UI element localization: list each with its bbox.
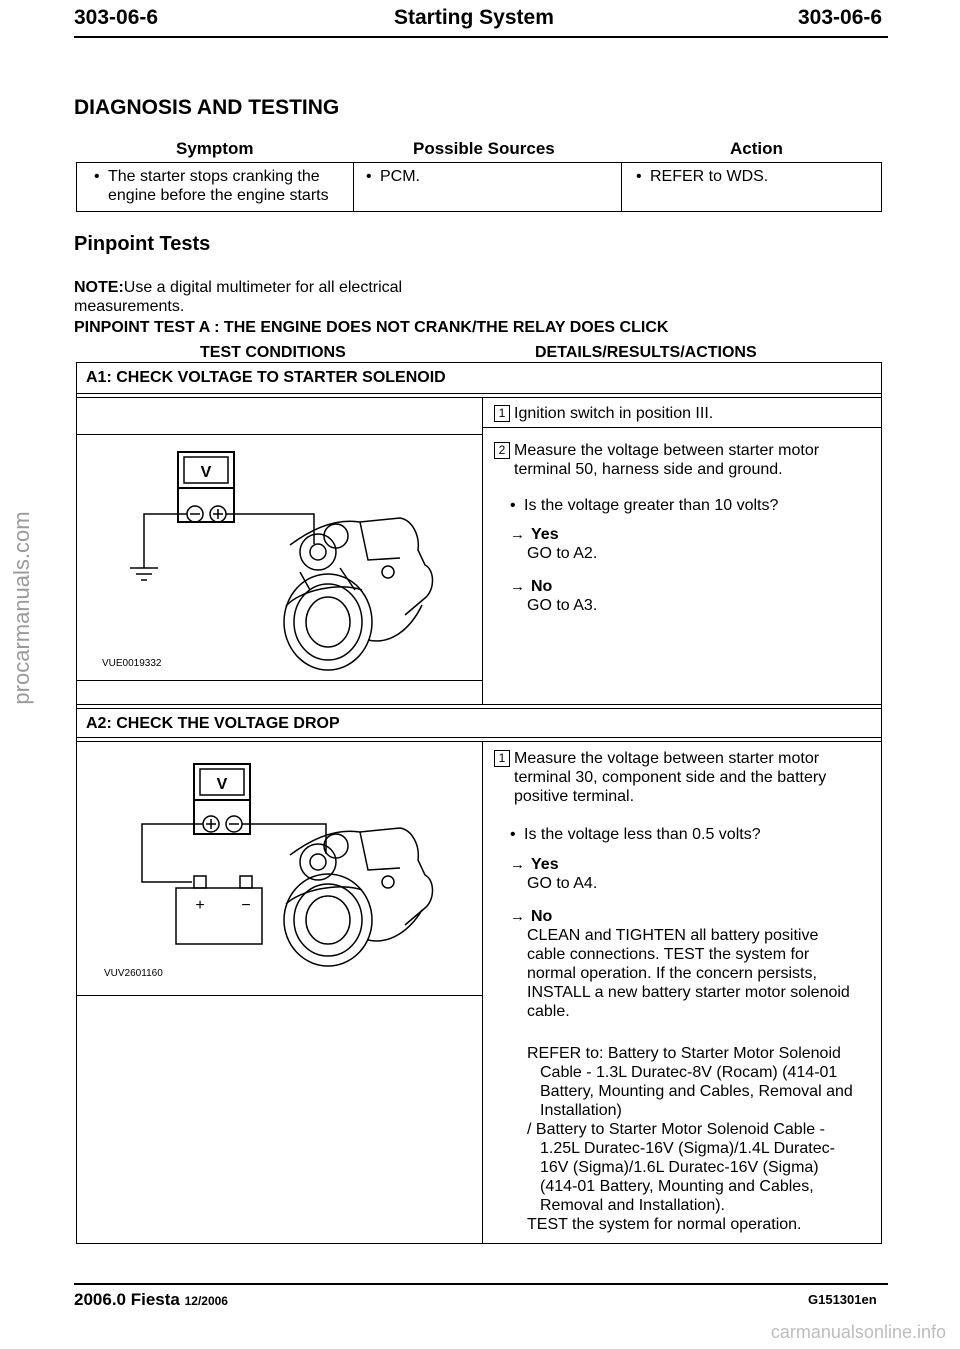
symptom-divider-1 (353, 162, 354, 211)
a1-figure-id: VUE0019332 (102, 658, 162, 669)
arrow-icon: → (510, 908, 525, 925)
a2-no-line: cable connections. TEST the system for (527, 946, 810, 963)
footer-code: G151301en (808, 1292, 877, 1307)
a2-yes-label: Yes (531, 856, 559, 873)
watermark-bottom: carmanualsonline.info (770, 1322, 946, 1342)
a2-refer-line: 1.25L Duratec-16V (Sigma)/1.4L Duratec- (540, 1140, 835, 1157)
symptom-line-1: • The starter stops cranking the (108, 168, 320, 185)
a2-refer-line: / Battery to Starter Motor Solenoid Cable - (527, 1121, 825, 1138)
a2-no-line: CLEAN and TIGHTEN all battery positive (527, 927, 819, 944)
a2-yes (510, 855, 597, 893)
a2-no-line: cable. (527, 1003, 570, 1020)
a2-refer-line: Cable - 1.3L Duratec-8V (Rocam) (414-01 (540, 1064, 838, 1081)
a2-no-line: INSTALL a new battery starter motor solenoid (527, 984, 850, 1001)
symptom-cell (108, 167, 329, 205)
a1-no (510, 577, 597, 615)
a1-title: A1: CHECK VOLTAGE TO STARTER SOLENOID (86, 369, 446, 386)
a2-figure-id: VUV2601160 (104, 968, 163, 979)
a2-refer-line: TEST the system for normal operation. (527, 1216, 802, 1233)
meter-label: V (200, 464, 212, 481)
a2-refer-line: 16V (Sigma)/1.6L Duratec-16V (Sigma) (540, 1159, 819, 1176)
a2-refer-line: Removal and Installation). (540, 1197, 725, 1214)
a1-bottom-rule-1 (76, 704, 881, 705)
pinpoint-title: Pinpoint Tests (74, 233, 211, 255)
a2-refer-line: Battery, Mounting and Cables, Removal and (540, 1083, 853, 1100)
battery-minus-label: − (241, 897, 251, 914)
col-header-symptom: Symptom (176, 139, 254, 158)
a2-title-rule-2 (76, 741, 881, 742)
a2-col-divider (482, 741, 483, 1243)
starter-motor-icon (284, 518, 433, 670)
a2-no-label: No (531, 908, 553, 925)
watermark-left-text: procarmanuals.com (9, 511, 34, 705)
note-line-2: measurements. (74, 298, 185, 315)
a2-question: • Is the voltage less than 0.5 volts? (524, 825, 761, 844)
a1-step2-line-1: Measure the voltage between starter motor (514, 442, 820, 459)
source-cell: • PCM. (380, 167, 420, 186)
a2-title: A2: CHECK THE VOLTAGE DROP (86, 715, 340, 732)
a2-figure (100, 750, 470, 985)
meter-lower (194, 800, 250, 834)
a2-title-rule-1 (76, 737, 881, 738)
a2-no-line: normal operation. If the concern persists, (527, 965, 817, 982)
a2-top-rule (76, 708, 881, 709)
a1-no-action: GO to A3. (527, 597, 598, 614)
battery-plus-label: + (195, 897, 205, 914)
a1-step1-rule (482, 427, 881, 428)
a1-col-divider (482, 397, 483, 705)
arrow-icon: → (510, 856, 525, 873)
symptom-line-2: engine before the engine starts (108, 187, 329, 204)
a1-top-rule (76, 397, 881, 398)
watermark-left (2, 445, 36, 785)
a2-refer (527, 1044, 853, 1234)
a2-step1-line-1: Measure the voltage between starter motor (514, 750, 820, 767)
note (74, 278, 402, 316)
a1-left-rule-1 (76, 434, 482, 435)
note-label: NOTE: (74, 279, 124, 296)
page-code-left: 303-06-6 (74, 6, 159, 29)
a1-left-rule-2 (76, 680, 482, 681)
a2-step1-number: 1 (494, 750, 510, 767)
footer-model-text: 2006.0 Fiesta (74, 1290, 180, 1309)
arrow-icon: → (510, 578, 525, 595)
col-test-conditions: TEST CONDITIONS (200, 344, 346, 361)
a1-step1-text: Ignition switch in position III. (514, 405, 714, 422)
col-details: DETAILS/RESULTS/ACTIONS (535, 344, 757, 361)
col-header-sources: Possible Sources (413, 139, 555, 158)
a2-step1-line-2: terminal 30, component side and the battery (514, 769, 827, 786)
symptom-divider-2 (621, 162, 622, 211)
a1-step2-line-2: terminal 50, harness side and ground. (514, 461, 783, 478)
a2-no (510, 907, 850, 1021)
a2-left-rule (76, 995, 482, 996)
meter-label: V (216, 776, 228, 793)
a2-step1-line-3: positive terminal. (514, 788, 635, 805)
col-header-action: Action (730, 139, 783, 158)
section-title: DIAGNOSIS AND TESTING (74, 96, 340, 119)
a2-step1 (494, 749, 826, 806)
pinpoint-test-title: PINPOINT TEST A : THE ENGINE DOES NOT CRANK/THE RELAY DOES CLICK (74, 319, 669, 336)
page-code-right: 303-06-6 (798, 6, 883, 29)
action-cell: • REFER to WDS. (650, 167, 768, 186)
a2-yes-action: GO to A4. (527, 875, 598, 892)
a1-step2-number: 2 (494, 442, 510, 459)
header-rule (74, 36, 888, 38)
a1-yes-action: GO to A2. (527, 545, 598, 562)
a2-refer-line: (414-01 Battery, Mounting and Cables, (540, 1178, 814, 1195)
note-line-1: Use a digital multimeter for all electrical (123, 279, 403, 296)
a1-title-rule (76, 393, 881, 394)
a1-figure (100, 440, 470, 680)
a1-yes-label: Yes (531, 526, 559, 543)
a2-refer-line: REFER to: Battery to Starter Motor Solenoid (527, 1045, 841, 1062)
a1-no-label: No (531, 578, 553, 595)
starter-motor-icon (284, 828, 433, 966)
a1-question: • Is the voltage greater than 10 volts? (524, 496, 778, 515)
a1-step1-number: 1 (494, 405, 510, 422)
footer-model (74, 1290, 228, 1310)
a1-yes (510, 525, 597, 563)
footer-date: 12/2006 (184, 1294, 228, 1308)
footer-rule (74, 1283, 888, 1285)
page-header-title: Starting System (394, 6, 554, 29)
a1-step1 (494, 404, 713, 423)
arrow-icon: → (510, 526, 525, 543)
a1-step2 (494, 441, 819, 479)
a2-refer-line: Installation) (540, 1102, 622, 1119)
